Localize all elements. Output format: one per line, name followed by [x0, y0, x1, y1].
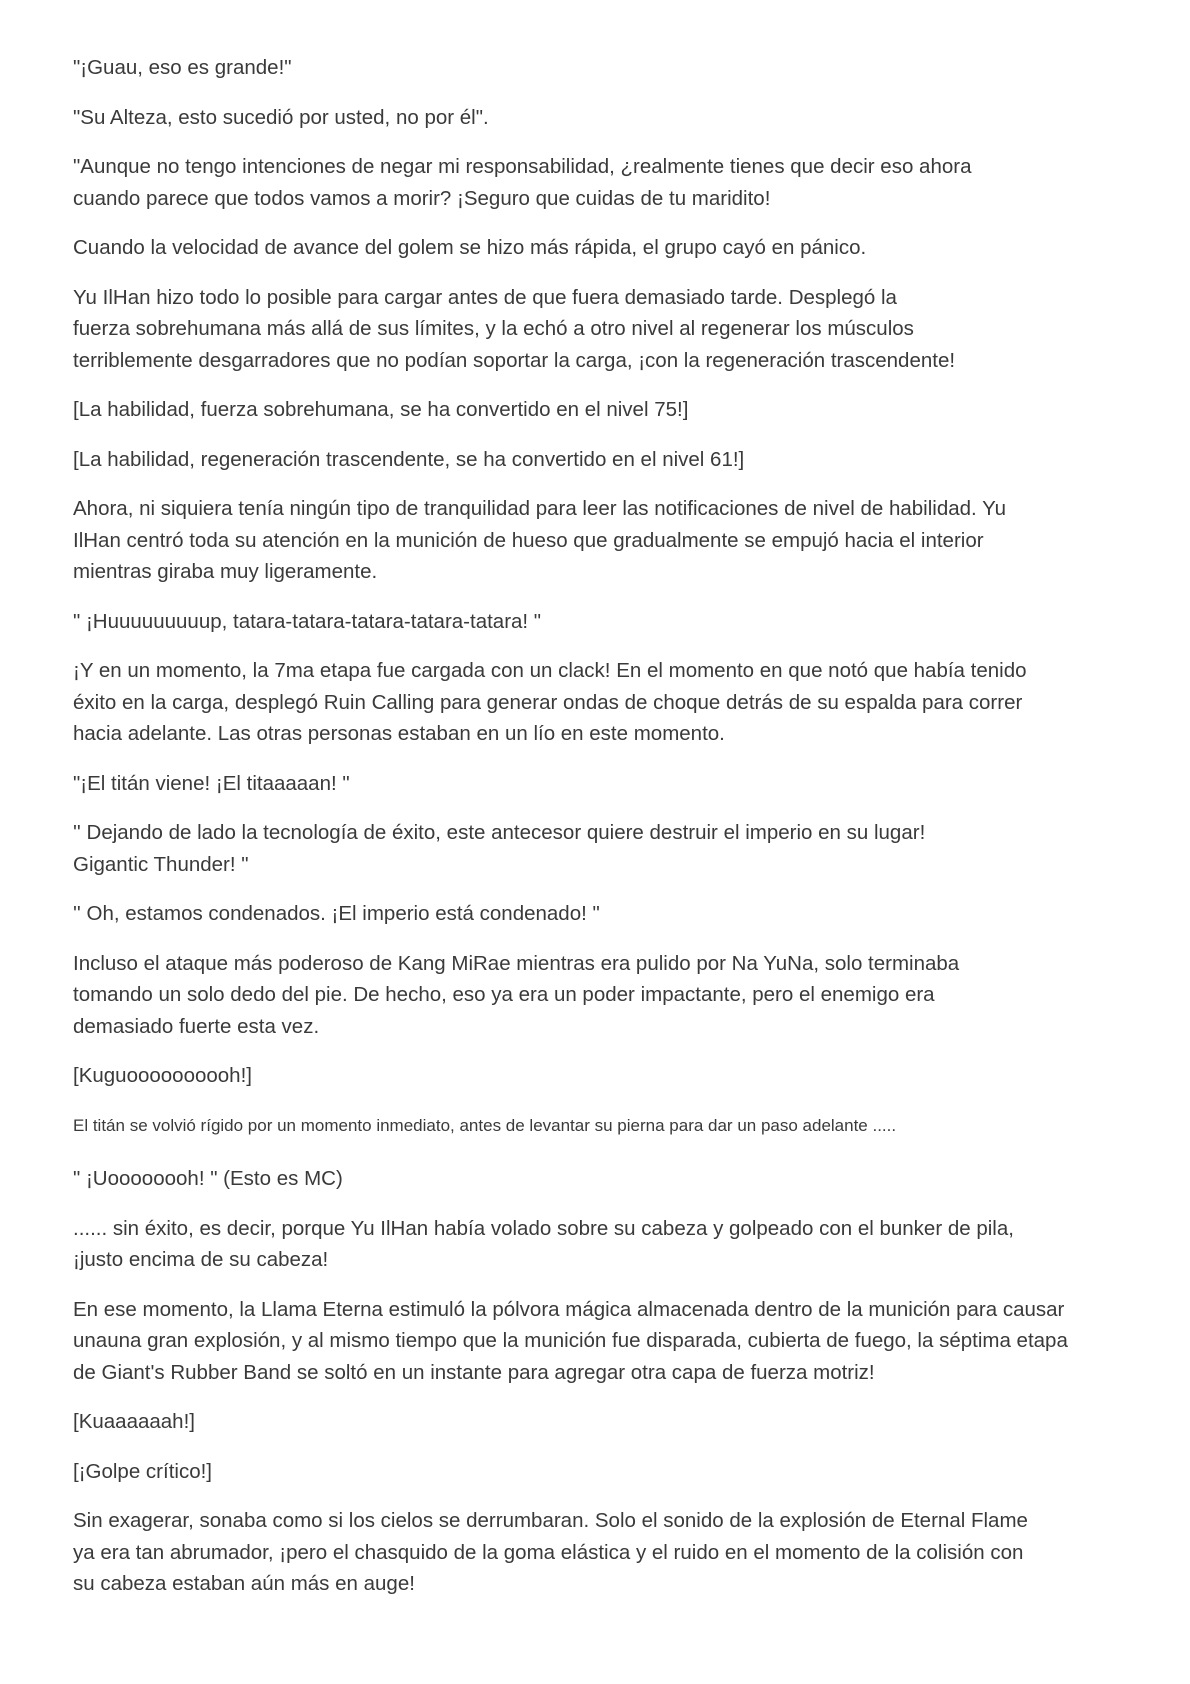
paragraph: ...... sin éxito, es decir, porque Yu IlHan había volado sobre su cabeza y golpeado con el bunker de pila, ¡justo encima de su cabeza!	[73, 1216, 1014, 1271]
document-page	[73, 52, 1133, 1618]
paragraph: "¡Guau, eso es grande!"	[73, 56, 292, 79]
paragraph: En ese momento, la Llama Eterna estimuló la pólvora mágica almacenada dentro de la munición para causar unauna gran explosión, y al mismo tiempo que la munición fue disparada, cubierta de fuego, la séptima etapa de Giant's Rubber Band se soltó en un instante para agregar otra capa de fuerza motriz!	[73, 1297, 1068, 1384]
paragraph: ¡Y en un momento, la 7ma etapa fue cargada con un clack! En el momento en que notó que había tenido éxito en la carga, desplegó Ruin Calling para generar ondas de choque detrás de su espalda para correr hacia adelante. Las otras personas estaban en un lío en este momento.	[73, 659, 1027, 745]
paragraph: [Kuguoooooooooh!]	[73, 1064, 252, 1087]
paragraph: Yu IlHan hizo todo lo posible para cargar antes de que fuera demasiado tarde. Desplegó la fuerza sobrehumana más allá de sus límites, y la echó a otro nivel al regenerar los músculos terriblemente desgarradores que no podían soportar la carga, ¡con la regeneración trascendente!	[73, 285, 956, 372]
paragraph: [Kuaaaaaah!]	[73, 1410, 195, 1433]
paragraph: [¡Golpe crítico!]	[73, 1459, 212, 1483]
paragraph: "¡El titán viene! ¡El titaaaaan! "	[73, 771, 350, 795]
paragraph: Ahora, ni siquiera tenía ningún tipo de tranquilidad para leer las notificaciones de nivel de habilidad. Yu IlHan centró toda su atención en la munición de hueso que gradualmente se empujó hacia el interior mientras giraba muy ligeramente.	[73, 497, 1007, 583]
paragraph: "Su Alteza, esto sucedió por usted, no por él".	[73, 105, 489, 129]
paragraph: "Aunque no tengo intenciones de negar mi responsabilidad, ¿realmente tienes que decir eso ahora cuando parece que todos vamos a morir? ¡Seguro que cuidas de tu maridito!	[73, 155, 972, 210]
paragraph: Cuando la velocidad de avance del golem se hizo más rápida, el grupo cayó en pánico.	[73, 236, 867, 259]
paragraph: Incluso el ataque más poderoso de Kang MiRae mientras era pulido por Na YuNa, solo terminaba tomando un solo dedo del pie. De hecho, eso ya era un poder impactante, pero el enemigo era demasiado fuerte esta vez.	[73, 951, 960, 1038]
paragraph: " ¡Huuuuuuuuup, tatara-tatara-tatara-tatara-tatara! "	[73, 609, 542, 633]
paragraph-small: El titán se volvió rígido por un momento inmediato, antes de levantar su pierna para dar un paso adelante .....	[73, 1115, 897, 1135]
paragraph: " ¡Uoooooooh! " (Esto es MC)	[73, 1167, 343, 1190]
paragraph: [La habilidad, fuerza sobrehumana, se ha convertido en el nivel 75!]	[73, 398, 689, 421]
paragraph: [La habilidad, regeneración trascendente, se ha convertido en el nivel 61!]	[73, 447, 745, 471]
paragraph: Sin exagerar, sonaba como si los cielos se derrumbaran. Solo el sonido de la explosión de Eternal Flame ya era tan abrumador, ¡pero el chasquido de la goma elástica y el ruido en el momento de la colisión con su cabeza estaban aún más en auge!	[73, 1509, 1028, 1595]
paragraph: '' Dejando de lado la tecnología de éxito, este antecesor quiere destruir el imperio en su lugar! Gigantic Thunder! "	[73, 821, 926, 876]
paragraph: '' Oh, estamos condenados. ¡El imperio está condenado! "	[73, 902, 600, 925]
